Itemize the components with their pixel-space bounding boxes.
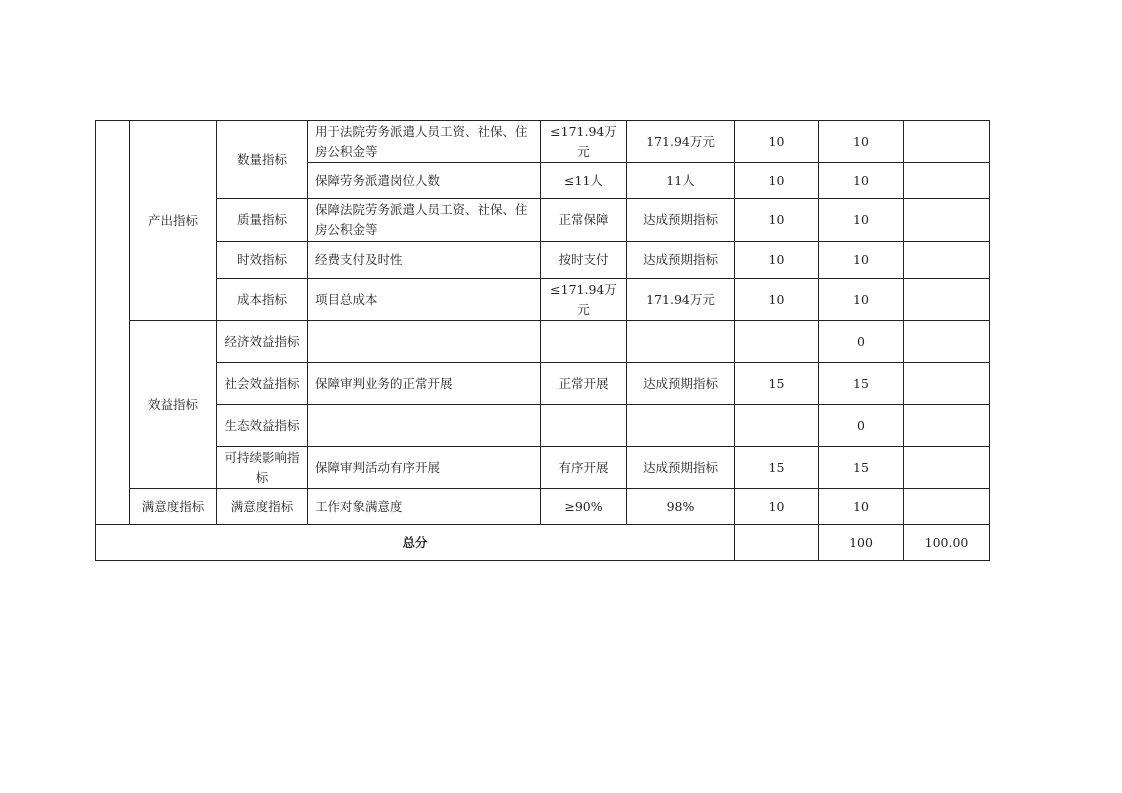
l2-cell: 成本指标 [217, 279, 308, 321]
note-cell [904, 242, 990, 279]
l2-cell: 数量指标 [217, 121, 308, 199]
l3-cell: 工作对象满意度 [308, 489, 541, 525]
weight-cell: 15 [735, 363, 819, 405]
table-row [96, 447, 990, 489]
score-cell: 10 [819, 121, 904, 163]
target-cell [541, 321, 627, 363]
l2-cell: 经济效益指标 [217, 321, 308, 363]
weight-cell [735, 405, 819, 447]
l1-satisfaction-cell: 满意度指标 [130, 489, 217, 525]
note-cell [904, 363, 990, 405]
weight-cell: 15 [735, 447, 819, 489]
actual-cell: 171.94万元 [627, 279, 735, 321]
target-cell [541, 405, 627, 447]
total-row [96, 525, 990, 561]
score-cell: 0 [819, 405, 904, 447]
score-cell: 10 [819, 489, 904, 525]
weight-cell: 10 [735, 489, 819, 525]
table-row [96, 321, 990, 363]
weight-cell: 10 [735, 279, 819, 321]
actual-cell: 98% [627, 489, 735, 525]
note-cell [904, 121, 990, 163]
table-row [96, 363, 990, 405]
l2-cell: 满意度指标 [217, 489, 308, 525]
score-cell: 10 [819, 163, 904, 199]
weight-cell: 10 [735, 121, 819, 163]
target-cell: ≤171.94万元 [541, 279, 627, 321]
score-cell: 10 [819, 199, 904, 242]
weight-cell: 10 [735, 199, 819, 242]
performance-indicator-table [95, 120, 990, 561]
outer-category-cell [96, 121, 130, 525]
target-cell: 有序开展 [541, 447, 627, 489]
target-cell: ≥90% [541, 489, 627, 525]
note-cell [904, 321, 990, 363]
l3-cell [308, 321, 541, 363]
l3-cell: 项目总成本 [308, 279, 541, 321]
note-cell [904, 163, 990, 199]
table-row [96, 489, 990, 525]
actual-cell: 达成预期指标 [627, 199, 735, 242]
score-cell: 15 [819, 363, 904, 405]
score-cell: 15 [819, 447, 904, 489]
note-cell [904, 405, 990, 447]
l3-cell: 保障审判业务的正常开展 [308, 363, 541, 405]
l3-cell: 保障劳务派遣岗位人数 [308, 163, 541, 199]
l2-cell: 可持续影响指标 [217, 447, 308, 489]
actual-cell: 达成预期指标 [627, 242, 735, 279]
actual-cell: 达成预期指标 [627, 447, 735, 489]
score-cell: 10 [819, 242, 904, 279]
l1-output-cell: 产出指标 [130, 121, 217, 321]
l3-cell: 保障审判活动有序开展 [308, 447, 541, 489]
total-weight-cell: 100 [819, 525, 904, 561]
note-cell [904, 489, 990, 525]
weight-cell [735, 321, 819, 363]
actual-cell: 达成预期指标 [627, 363, 735, 405]
l2-cell: 质量指标 [217, 199, 308, 242]
actual-cell [627, 405, 735, 447]
table-row [96, 279, 990, 321]
target-cell: 正常保障 [541, 199, 627, 242]
note-cell [904, 447, 990, 489]
l2-cell: 生态效益指标 [217, 405, 308, 447]
score-cell: 10 [819, 279, 904, 321]
l3-cell: 用于法院劳务派遣人员工资、社保、住房公积金等 [308, 121, 541, 163]
actual-cell: 171.94万元 [627, 121, 735, 163]
actual-cell: 11人 [627, 163, 735, 199]
table-row [96, 121, 990, 163]
table-row [96, 405, 990, 447]
note-cell [904, 199, 990, 242]
weight-cell: 10 [735, 242, 819, 279]
score-cell: 0 [819, 321, 904, 363]
table-row [96, 199, 990, 242]
target-cell: 按时支付 [541, 242, 627, 279]
target-cell: 正常开展 [541, 363, 627, 405]
total-score-cell: 100.00 [904, 525, 990, 561]
l2-cell: 社会效益指标 [217, 363, 308, 405]
l3-cell [308, 405, 541, 447]
target-cell: ≤11人 [541, 163, 627, 199]
note-cell [904, 279, 990, 321]
weight-cell: 10 [735, 163, 819, 199]
total-label: 总分 [96, 525, 735, 561]
total-actual-cell [735, 525, 819, 561]
actual-cell [627, 321, 735, 363]
table-row [96, 242, 990, 279]
l3-cell: 保障法院劳务派遣人员工资、社保、住房公积金等 [308, 199, 541, 242]
l2-cell: 时效指标 [217, 242, 308, 279]
l3-cell: 经费支付及时性 [308, 242, 541, 279]
l1-benefit-cell: 效益指标 [130, 321, 217, 489]
target-cell: ≤171.94万元 [541, 121, 627, 163]
